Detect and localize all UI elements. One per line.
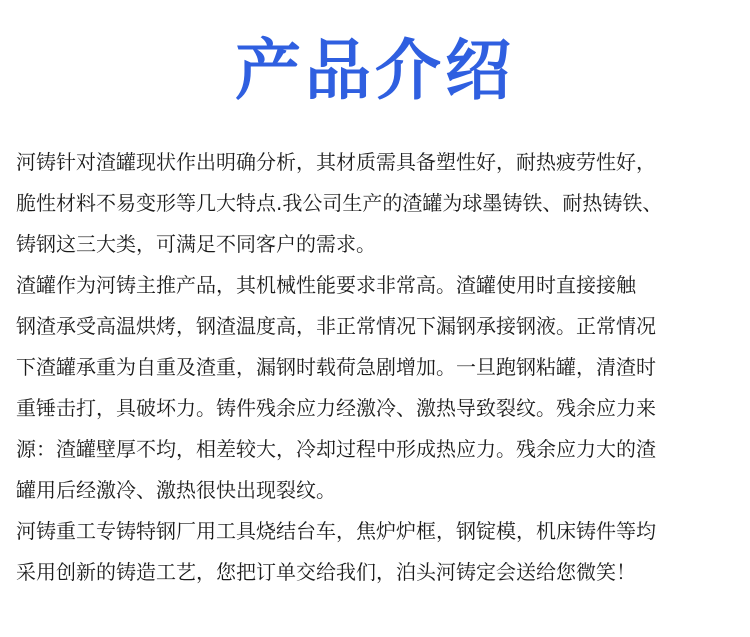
text-line: 重锤击打，具破坏力。铸件残余应力经激冷、激热导致裂纹。残余应力来 — [16, 396, 656, 420]
page-title: 产品介绍 — [235, 32, 515, 109]
text-line: 罐用后经激冷、激热很快出现裂纹。 — [16, 478, 336, 502]
text-line: 下渣罐承重为自重及渣重，漏钢时载荷急剧增加。一旦跑钢粘罐，清渣时 — [16, 355, 656, 379]
paragraph-material — [16, 142, 738, 265]
text-line: 渣罐作为河铸主推产品，其机械性能要求非常高。渣罐使用时直接接触 — [16, 273, 636, 297]
text-line: 铸钢这三大类，可满足不同客户的需求。 — [16, 232, 376, 256]
text-line: 钢渣承受高温烘烤，钢渣温度高，非正常情况下漏钢承接钢液。正常情况 — [16, 314, 656, 338]
text-line: 源：渣罐壁厚不均，相差较大，冷却过程中形成热应力。残余应力大的渣 — [16, 437, 656, 461]
text-line: 脆性材料不易变形等几大特点.我公司生产的渣罐为球墨铸铁、耐热铸铁、 — [16, 191, 663, 215]
text-line: 河铸重工专铸特钢厂用工具烧结台车，焦炉炉框，钢锭模，机床铸件等均 — [16, 519, 656, 543]
intro-body — [16, 142, 738, 593]
paragraph-performance — [16, 265, 738, 511]
text-line: 采用创新的铸造工艺，您把订单交给我们，泊头河铸定会送给您微笑！ — [16, 560, 636, 584]
paragraph-products — [16, 511, 738, 593]
text-line: 河铸针对渣罐现状作出明确分析，其材质需具备塑性好，耐热疲劳性好， — [16, 150, 656, 174]
